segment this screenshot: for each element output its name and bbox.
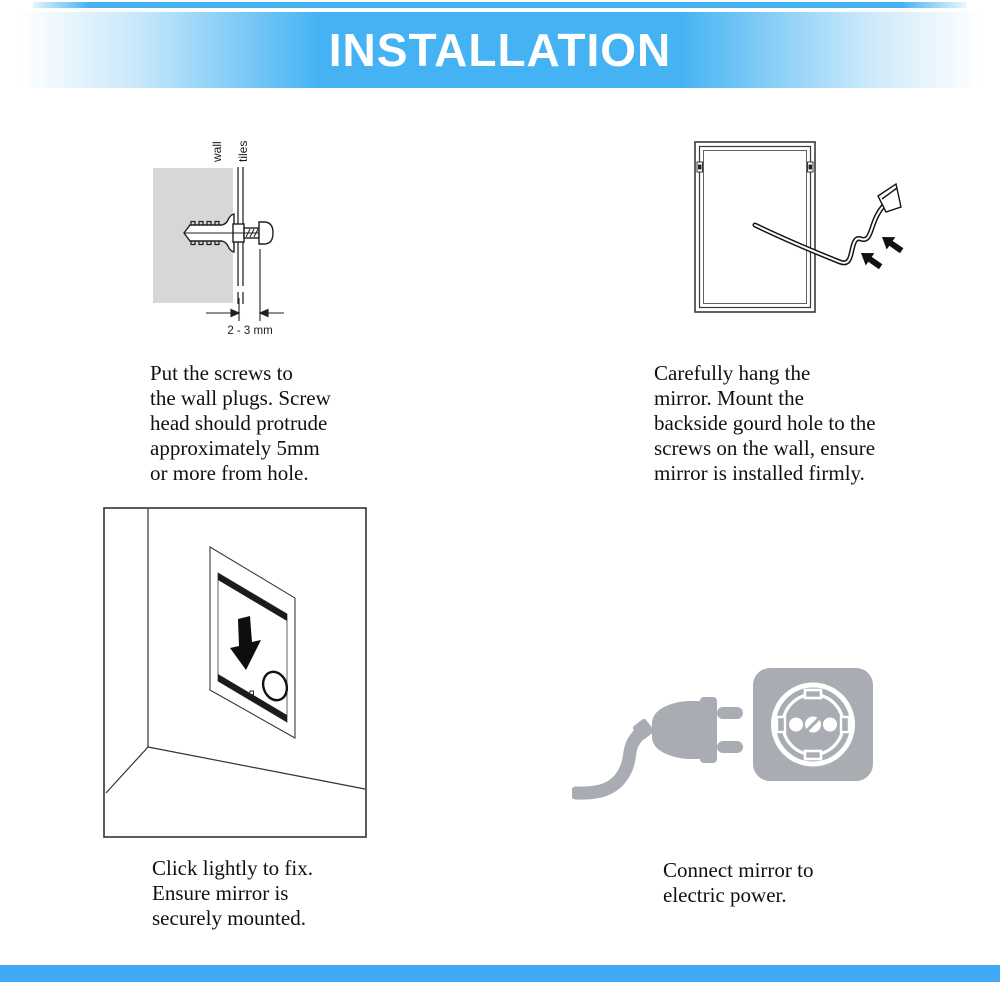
touch-sensor-dot bbox=[250, 691, 254, 695]
step-2-line: backside gourd hole to the bbox=[654, 411, 876, 435]
step-2-line: screws on the wall, ensure bbox=[654, 436, 876, 460]
page-title: INSTALLATION bbox=[328, 24, 672, 76]
step-3-text bbox=[152, 856, 313, 931]
step-2-line: Carefully hang the bbox=[654, 361, 811, 385]
step-1-line: or more from hole. bbox=[150, 461, 309, 485]
socket-hole bbox=[789, 718, 803, 732]
step-3-line: Click lightly to fix. bbox=[152, 856, 313, 880]
socket-hole bbox=[823, 718, 837, 732]
footer-accent-bar bbox=[0, 965, 1000, 982]
step-1-text bbox=[150, 361, 331, 486]
step-1-line: Put the screws to bbox=[150, 361, 293, 385]
wall-plug-diagram bbox=[120, 118, 340, 348]
mounting-clips bbox=[697, 162, 813, 172]
power-socket-icon bbox=[753, 668, 873, 781]
step-1-line: head should protrude bbox=[150, 411, 328, 435]
step-1-line: approximately 5mm bbox=[150, 436, 320, 460]
step-1-line: the wall plugs. Screw bbox=[150, 386, 331, 410]
step-3-line: securely mounted. bbox=[152, 906, 306, 930]
step-4-line: Connect mirror to bbox=[663, 858, 814, 882]
mirror-hanging-diagram bbox=[640, 120, 920, 330]
gap-measure-label: 2 - 3 mm bbox=[227, 325, 273, 337]
header-banner bbox=[0, 12, 1000, 88]
step-2-text bbox=[654, 361, 876, 486]
step-4-text bbox=[663, 858, 813, 908]
tiles-label: tiles bbox=[236, 140, 250, 162]
step-2-line: mirror. Mount the bbox=[654, 386, 804, 410]
step-2-line: mirror is installed firmly. bbox=[654, 461, 865, 485]
step-4-line: electric power. bbox=[663, 883, 787, 907]
mounted-mirror-diagram bbox=[103, 507, 367, 838]
power-plug-icon bbox=[576, 697, 743, 793]
header-accent-line bbox=[33, 2, 967, 8]
wall-label: wall bbox=[210, 141, 224, 162]
plug-and-socket-diagram bbox=[572, 655, 882, 805]
step-3-line: Ensure mirror is bbox=[152, 881, 289, 905]
